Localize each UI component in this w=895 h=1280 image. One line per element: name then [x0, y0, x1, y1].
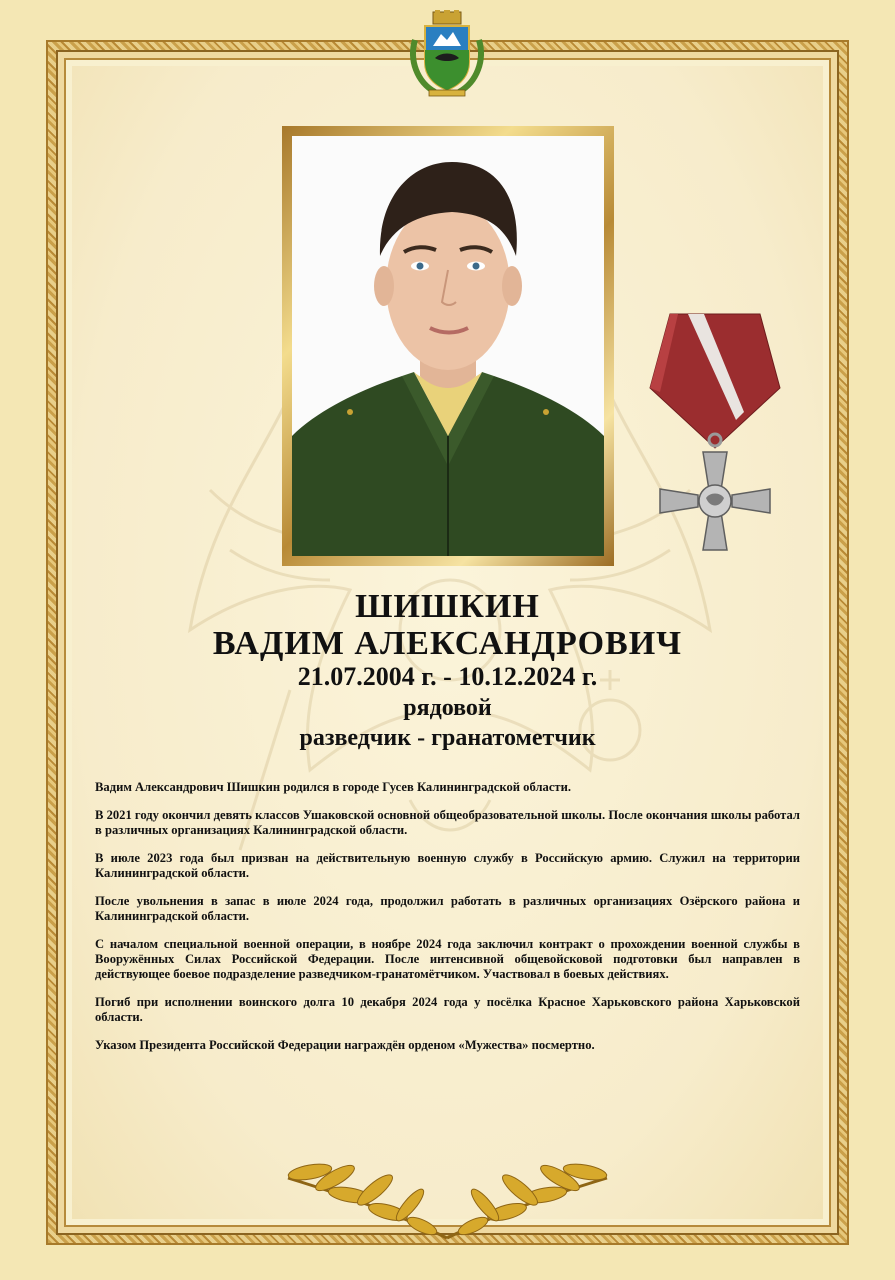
military-rank: рядовой	[403, 695, 492, 721]
bio-paragraph: В 2021 году окончил девять классов Ушаковской основной общеобразовательной школы. После окончания школы работал в различных организациях Калининградской области.	[95, 808, 800, 837]
portrait-frame	[282, 126, 614, 566]
bio-paragraph: После увольнения в запас в июле 2024 года, продолжил работать в различных организациях Озёрского района и Калининградской области.	[95, 894, 800, 923]
laurel-branch-icon	[280, 1150, 615, 1242]
life-dates: 21.07.2004 г. - 10.12.2024 г.	[297, 662, 598, 691]
coat-of-arms-icon	[407, 10, 487, 98]
bio-paragraph: Указом Президента Российской Федерации награждён орденом «Мужества» посмертно.	[95, 1038, 595, 1052]
military-role: разведчик - гранатометчик	[299, 725, 596, 751]
hero-name: ВАДИМ АЛЕКСАНДРОВИЧ	[212, 625, 683, 662]
biography	[95, 780, 800, 1066]
soldier-portrait-icon	[292, 136, 604, 556]
hero-surname: ШИШКИН	[355, 588, 540, 625]
bio-paragraph: Вадим Александрович Шишкин родился в городе Гусев Калининградской области.	[95, 780, 572, 794]
order-of-courage-icon	[648, 312, 782, 564]
bio-paragraph: С началом специальной военной операции, в ноябре 2024 года заключил контракт о прохождении военной службы в Вооружённых Силах Российской Федерации. После интенсивной общевойсковой подготовки был направлен в действующее боевое подразделение разведчиком-гранатомётчиком. Участвовал в боевых действиях.	[95, 937, 800, 981]
bio-paragraph: Погиб при исполнении воинского долга 10 декабря 2024 года у посёлка Красное Харьковского района Харьковской области.	[95, 995, 800, 1024]
portrait-photo	[292, 136, 604, 556]
bio-paragraph: В июле 2023 года был призван на действительную военную службу в Российскую армию. Служил на территории Калининградской области.	[95, 851, 800, 880]
